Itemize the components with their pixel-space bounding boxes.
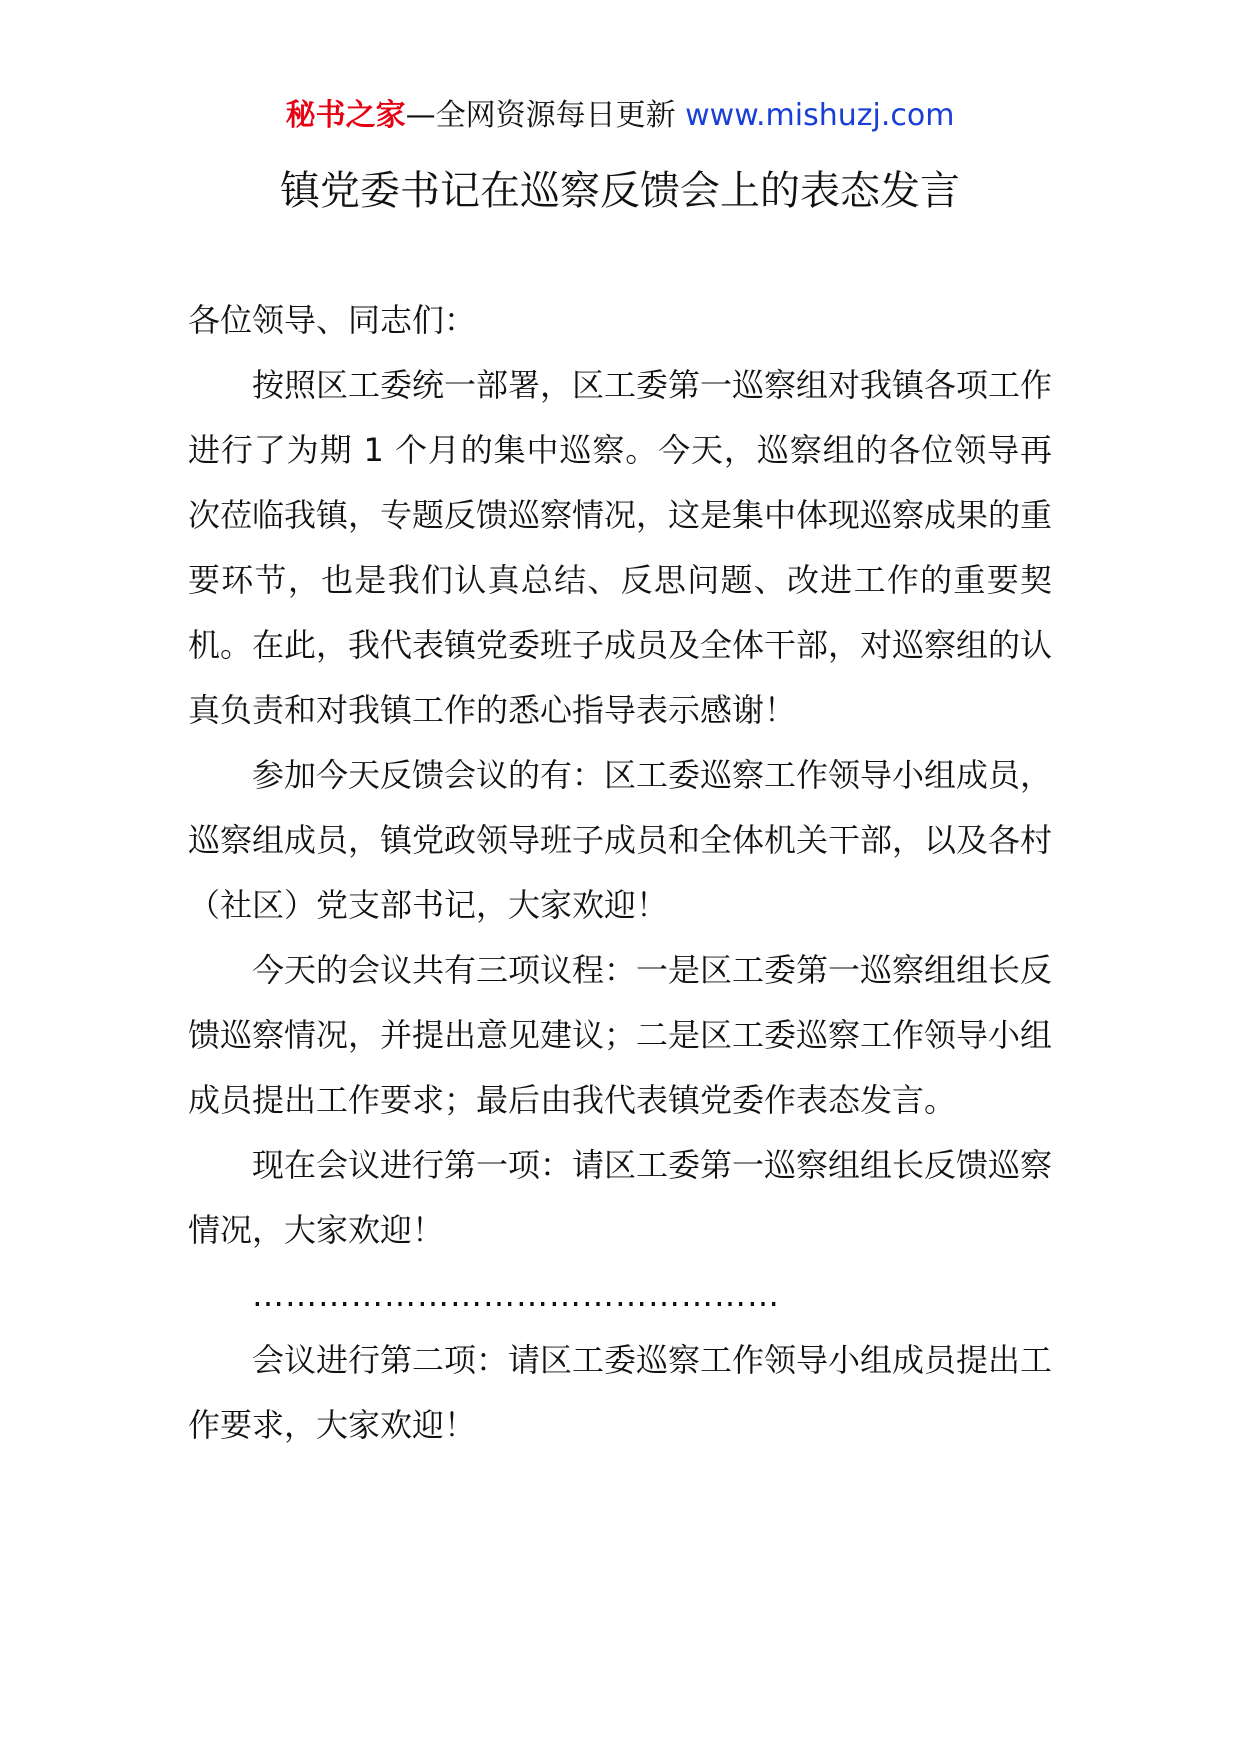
salutation: 各位领导、同志们： xyxy=(188,301,477,339)
document-body xyxy=(188,288,1052,1458)
site-url-link[interactable]: www.mishuzj.com xyxy=(685,98,955,133)
document-title: 镇党委书记在巡察反馈会上的表态发言 xyxy=(280,168,960,214)
paragraph-attendees: 参加今天反馈会议的有：区工委巡察工作领导小组成员，巡察组成员，镇党政领导班子成员和全体机关干部，以及各村（社区）党支部书记，大家欢迎！ xyxy=(188,756,1053,924)
ellipsis-divider: ………………………………………… xyxy=(252,1276,780,1314)
paragraph-intro: 按照区工委统一部署，区工委第一巡察组对我镇各项工作进行了为期 1 个月的集中巡察。今天，巡察组的各位领导再次莅临我镇，专题反馈巡察情况，这是集中体现巡察成果的重要环节，也是我们认真总结、反思问题、改进工作的重要契机。在此，我代表镇党委班子成员及全体干部，对巡察组的认真负责和对我镇工作的悉心指导表示感谢！ xyxy=(188,366,1053,729)
paragraph-agenda: 今天的会议共有三项议程：一是区工委第一巡察组组长反馈巡察情况，并提出意见建议；二是区工委巡察工作领导小组成员提出工作要求；最后由我代表镇党委作表态发言。 xyxy=(188,951,1053,1119)
site-brand: 秘书之家 xyxy=(285,98,406,133)
site-header xyxy=(0,96,1240,136)
site-tagline: —全网资源每日更新 xyxy=(405,98,676,133)
paragraph-item-one: 现在会议进行第一项：请区工委第一巡察组组长反馈巡察情况，大家欢迎！ xyxy=(188,1146,1053,1249)
paragraph-item-two: 会议进行第二项：请区工委巡察工作领导小组成员提出工作要求，大家欢迎！ xyxy=(188,1341,1053,1444)
